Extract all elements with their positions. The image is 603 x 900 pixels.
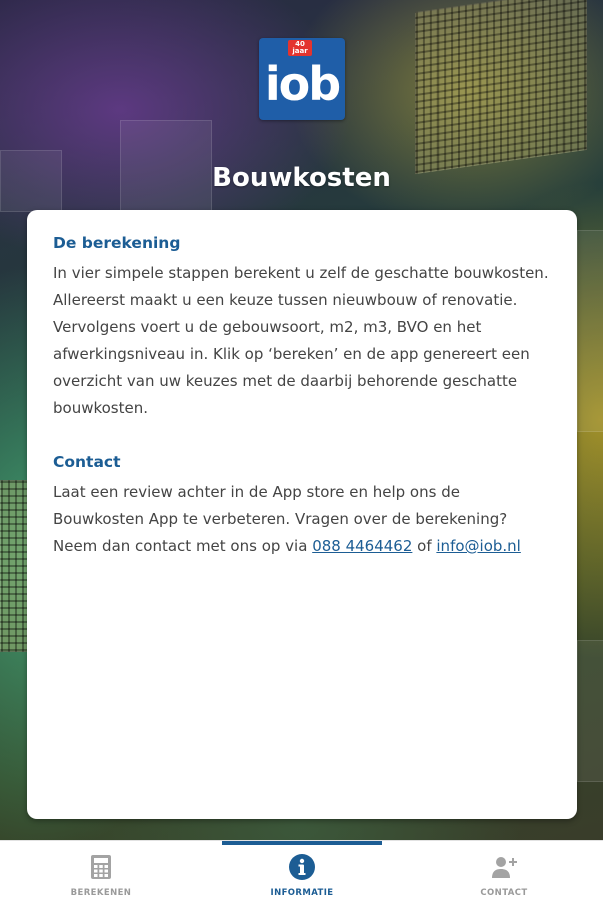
phone-link[interactable]: 088 4464462 [312,537,413,555]
calculation-section [53,231,552,422]
tab-informatie[interactable] [222,841,382,900]
contact-intro-text: Laat een review achter in de App store en help ons de Bouwkosten App te verbeteren. Vragen over de berekening? Neem dan contact met ons op via [53,483,508,555]
contact-text [53,479,552,560]
email-link[interactable]: info@iob.nl [436,537,521,555]
contact-connector-text: of [412,537,437,555]
tab-informatie-label: INFORMATIE [270,888,334,898]
contact-section [53,450,552,560]
anniversary-badge [288,40,312,56]
bottom-tab-bar [0,840,603,900]
background-building [577,640,603,782]
tab-contact[interactable] [424,841,584,900]
info-icon [288,853,316,881]
anniversary-badge-text: 40 jaar [292,40,308,55]
active-tab-indicator [222,841,382,845]
tab-berekenen[interactable] [21,841,181,900]
background-building [415,0,587,174]
info-card [27,210,577,819]
tab-contact-label: CONTACT [480,888,528,898]
background-building [577,230,603,432]
logo-wordmark: iob [264,57,340,111]
calculation-text: In vier simpele stappen berekent u zelf de geschatte bouwkosten. Allereerst maakt u een keuze tussen nieuwbouw of renovatie. Vervolgens voert u de gebouwsoort, m2, m3, BVO en het afwerkingsniveau in. Klik op ‘bereken’ en de app genereert een overzicht van uw keuzes met de daarbij behorende geschatte bouwkosten. [53,264,549,417]
add-contact-icon [490,853,518,881]
contact-heading: Contact [53,453,121,471]
calculator-icon [87,853,115,881]
background-building [0,480,29,652]
tab-berekenen-label: BEREKENEN [70,888,132,898]
iob-logo [259,38,345,120]
calculation-heading: De berekening [53,234,181,252]
page-title: Bouwkosten [212,163,391,193]
